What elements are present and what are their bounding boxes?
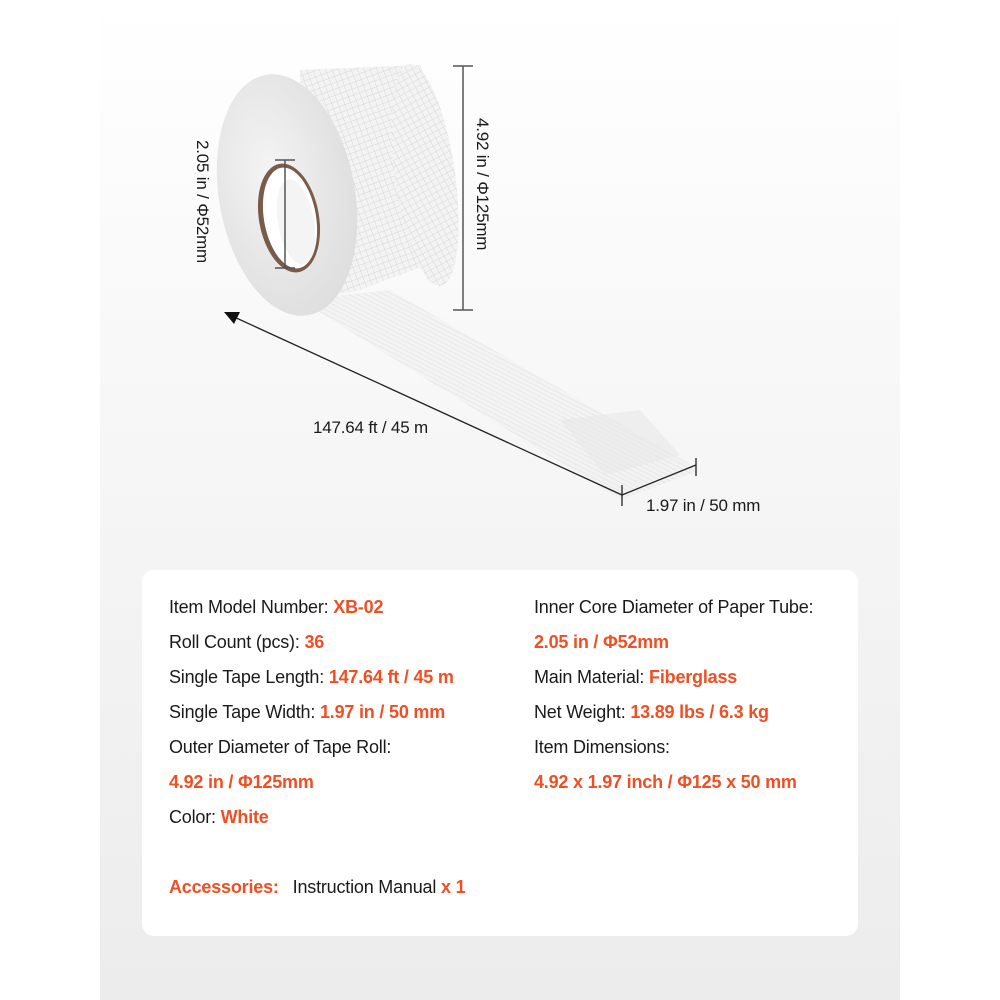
spec-label: Single Tape Width: [169, 702, 320, 722]
tape-strip [300, 290, 700, 500]
spec-label: Net Weight: [534, 702, 631, 722]
spec-value: White [220, 807, 269, 827]
spec-label: Main Material: [534, 667, 650, 687]
spec-inner-core-value [534, 625, 813, 660]
spec-inner-core-label [534, 590, 813, 625]
accessories-label: Accessories: [169, 877, 279, 897]
spec-tape-length [169, 660, 454, 695]
spec-value: XB-02 [333, 597, 384, 617]
spec-label: Color: [169, 807, 221, 827]
spec-value: 147.64 ft / 45 m [328, 667, 454, 687]
inner-core-dimension-label: 2.05 in / Φ52mm [193, 140, 212, 264]
spec-outer-diameter-label [169, 730, 454, 765]
spec-model-number [169, 590, 454, 625]
spec-outer-diameter-value [169, 765, 454, 800]
outer-diameter-dimension-label: 4.92 in / Φ125mm [473, 118, 492, 251]
accessories-qty: x 1 [440, 877, 466, 897]
spec-value: 2.05 in / Φ52mm [534, 632, 669, 652]
specs-left-column [169, 590, 454, 835]
spec-value: Fiberglass [649, 667, 738, 687]
spec-item-dimensions-value [534, 765, 813, 800]
spec-value: 1.97 in / 50 mm [319, 702, 446, 722]
length-dimension-label: 147.64 ft / 45 m [313, 418, 428, 437]
spec-value: 36 [304, 632, 325, 652]
spec-value: 13.89 lbs / 6.3 kg [630, 702, 769, 722]
spec-label: Item Model Number: [169, 597, 334, 617]
spec-tape-width [169, 695, 454, 730]
specs-card [142, 570, 858, 936]
spec-label: Single Tape Length: [169, 667, 329, 687]
accessories-item: Instruction Manual [292, 877, 441, 897]
spec-label: Item Dimensions: [534, 737, 670, 757]
spec-value: 4.92 x 1.97 inch / Φ125 x 50 mm [534, 772, 797, 792]
spec-color [169, 800, 454, 835]
spec-label: Outer Diameter of Tape Roll: [169, 737, 392, 757]
spec-value: 4.92 in / Φ125mm [169, 772, 314, 792]
width-dimension-label: 1.97 in / 50 mm [646, 496, 761, 515]
spec-label: Roll Count (pcs): [169, 632, 305, 652]
spec-main-material [534, 660, 813, 695]
spec-label: Inner Core Diameter of Paper Tube: [534, 597, 814, 617]
spec-roll-count [169, 625, 454, 660]
accessories-row [169, 870, 465, 905]
spec-item-dimensions-label [534, 730, 813, 765]
spec-net-weight [534, 695, 813, 730]
specs-right-column [534, 590, 813, 800]
